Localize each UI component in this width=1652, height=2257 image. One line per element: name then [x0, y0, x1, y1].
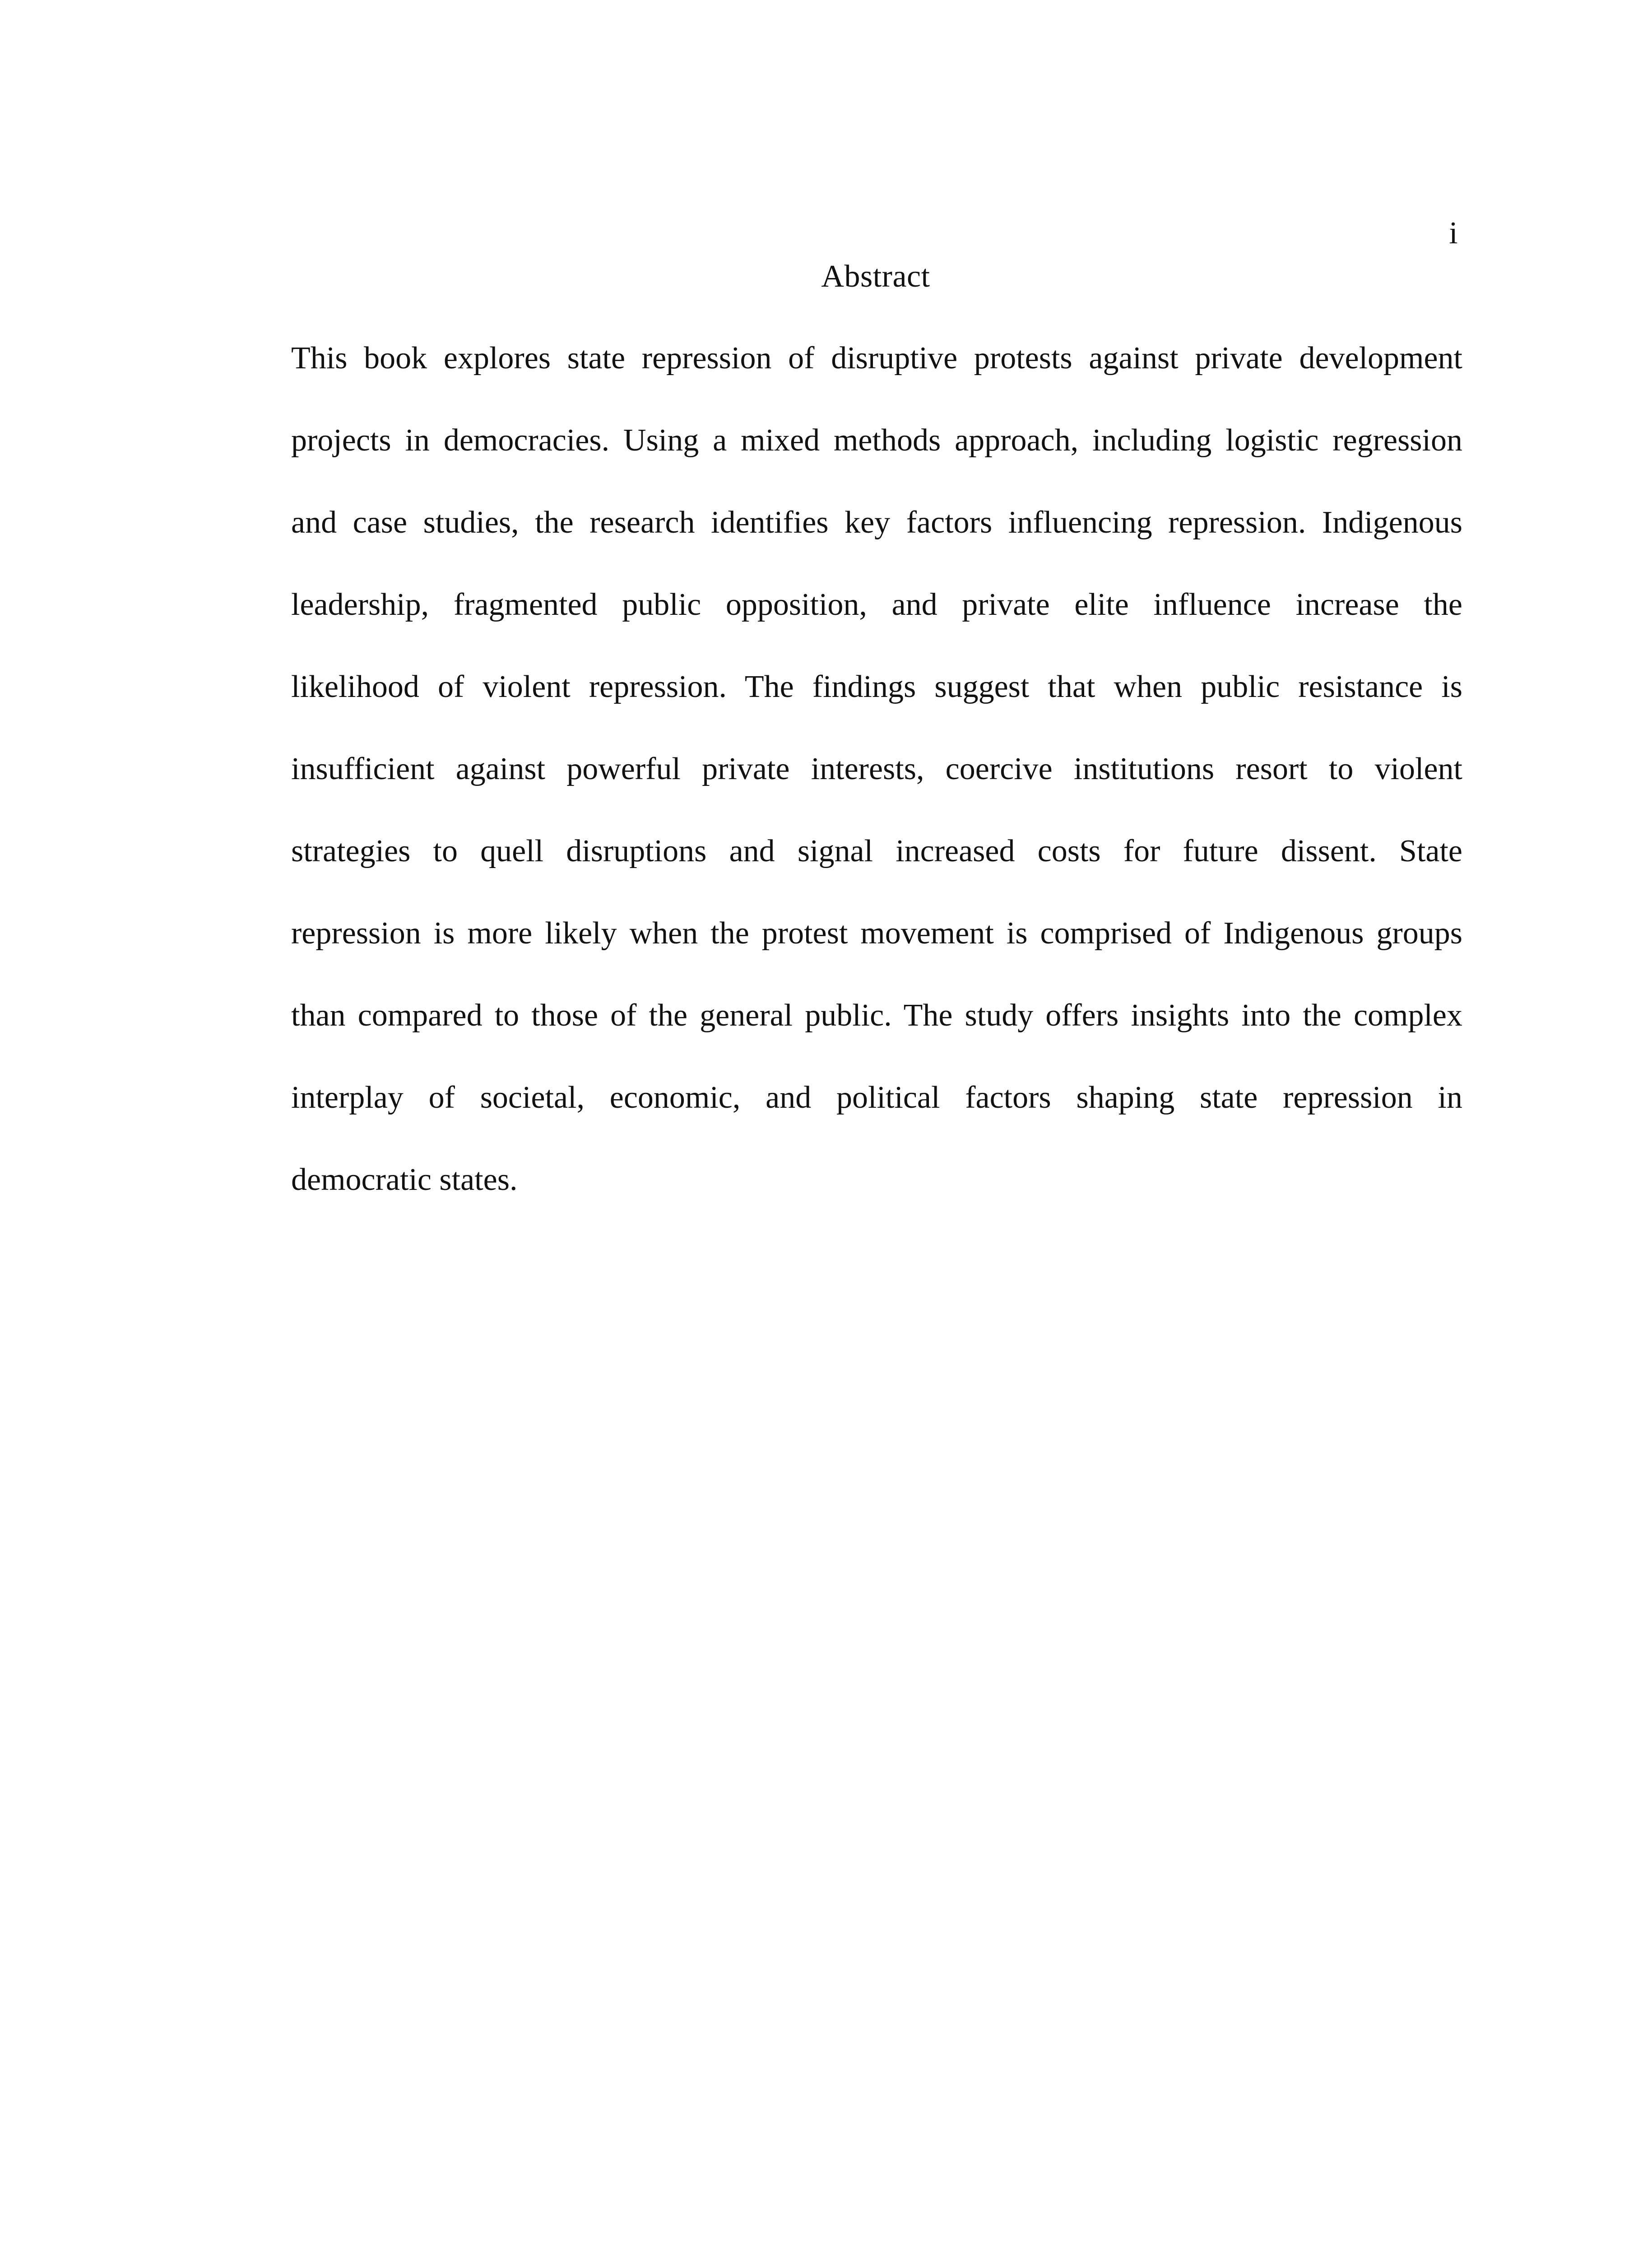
abstract-line: democratic states.	[291, 1162, 518, 1197]
abstract-line: and case studies, the research identifies key factors influencing repression. Indigenous	[291, 505, 1462, 540]
abstract-line: repression is more likely when the protest movement is comprised of Indigenous groups	[291, 916, 1462, 951]
abstract-line: projects in democracies. Using a mixed methods approach, including logistic regression	[291, 423, 1462, 458]
abstract-line: strategies to quell disruptions and signal increased costs for future dissent. State	[291, 834, 1462, 868]
abstract-line: insufficient against powerful private interests, coercive institutions resort to violent	[291, 752, 1462, 786]
abstract-heading: Abstract	[821, 259, 930, 294]
abstract-body	[291, 338, 1462, 1242]
abstract-line: This book explores state repression of disruptive protests against private development	[291, 341, 1462, 376]
abstract-line: likelihood of violent repression. The findings suggest that when public resistance is	[291, 669, 1462, 704]
abstract-line: leadership, fragmented public opposition, and private elite influence increase the	[291, 587, 1462, 622]
abstract-line: interplay of societal, economic, and political factors shaping state repression in	[291, 1080, 1462, 1115]
page-number: i	[1449, 216, 1458, 251]
abstract-line: than compared to those of the general public. The study offers insights into the complex	[291, 998, 1462, 1033]
